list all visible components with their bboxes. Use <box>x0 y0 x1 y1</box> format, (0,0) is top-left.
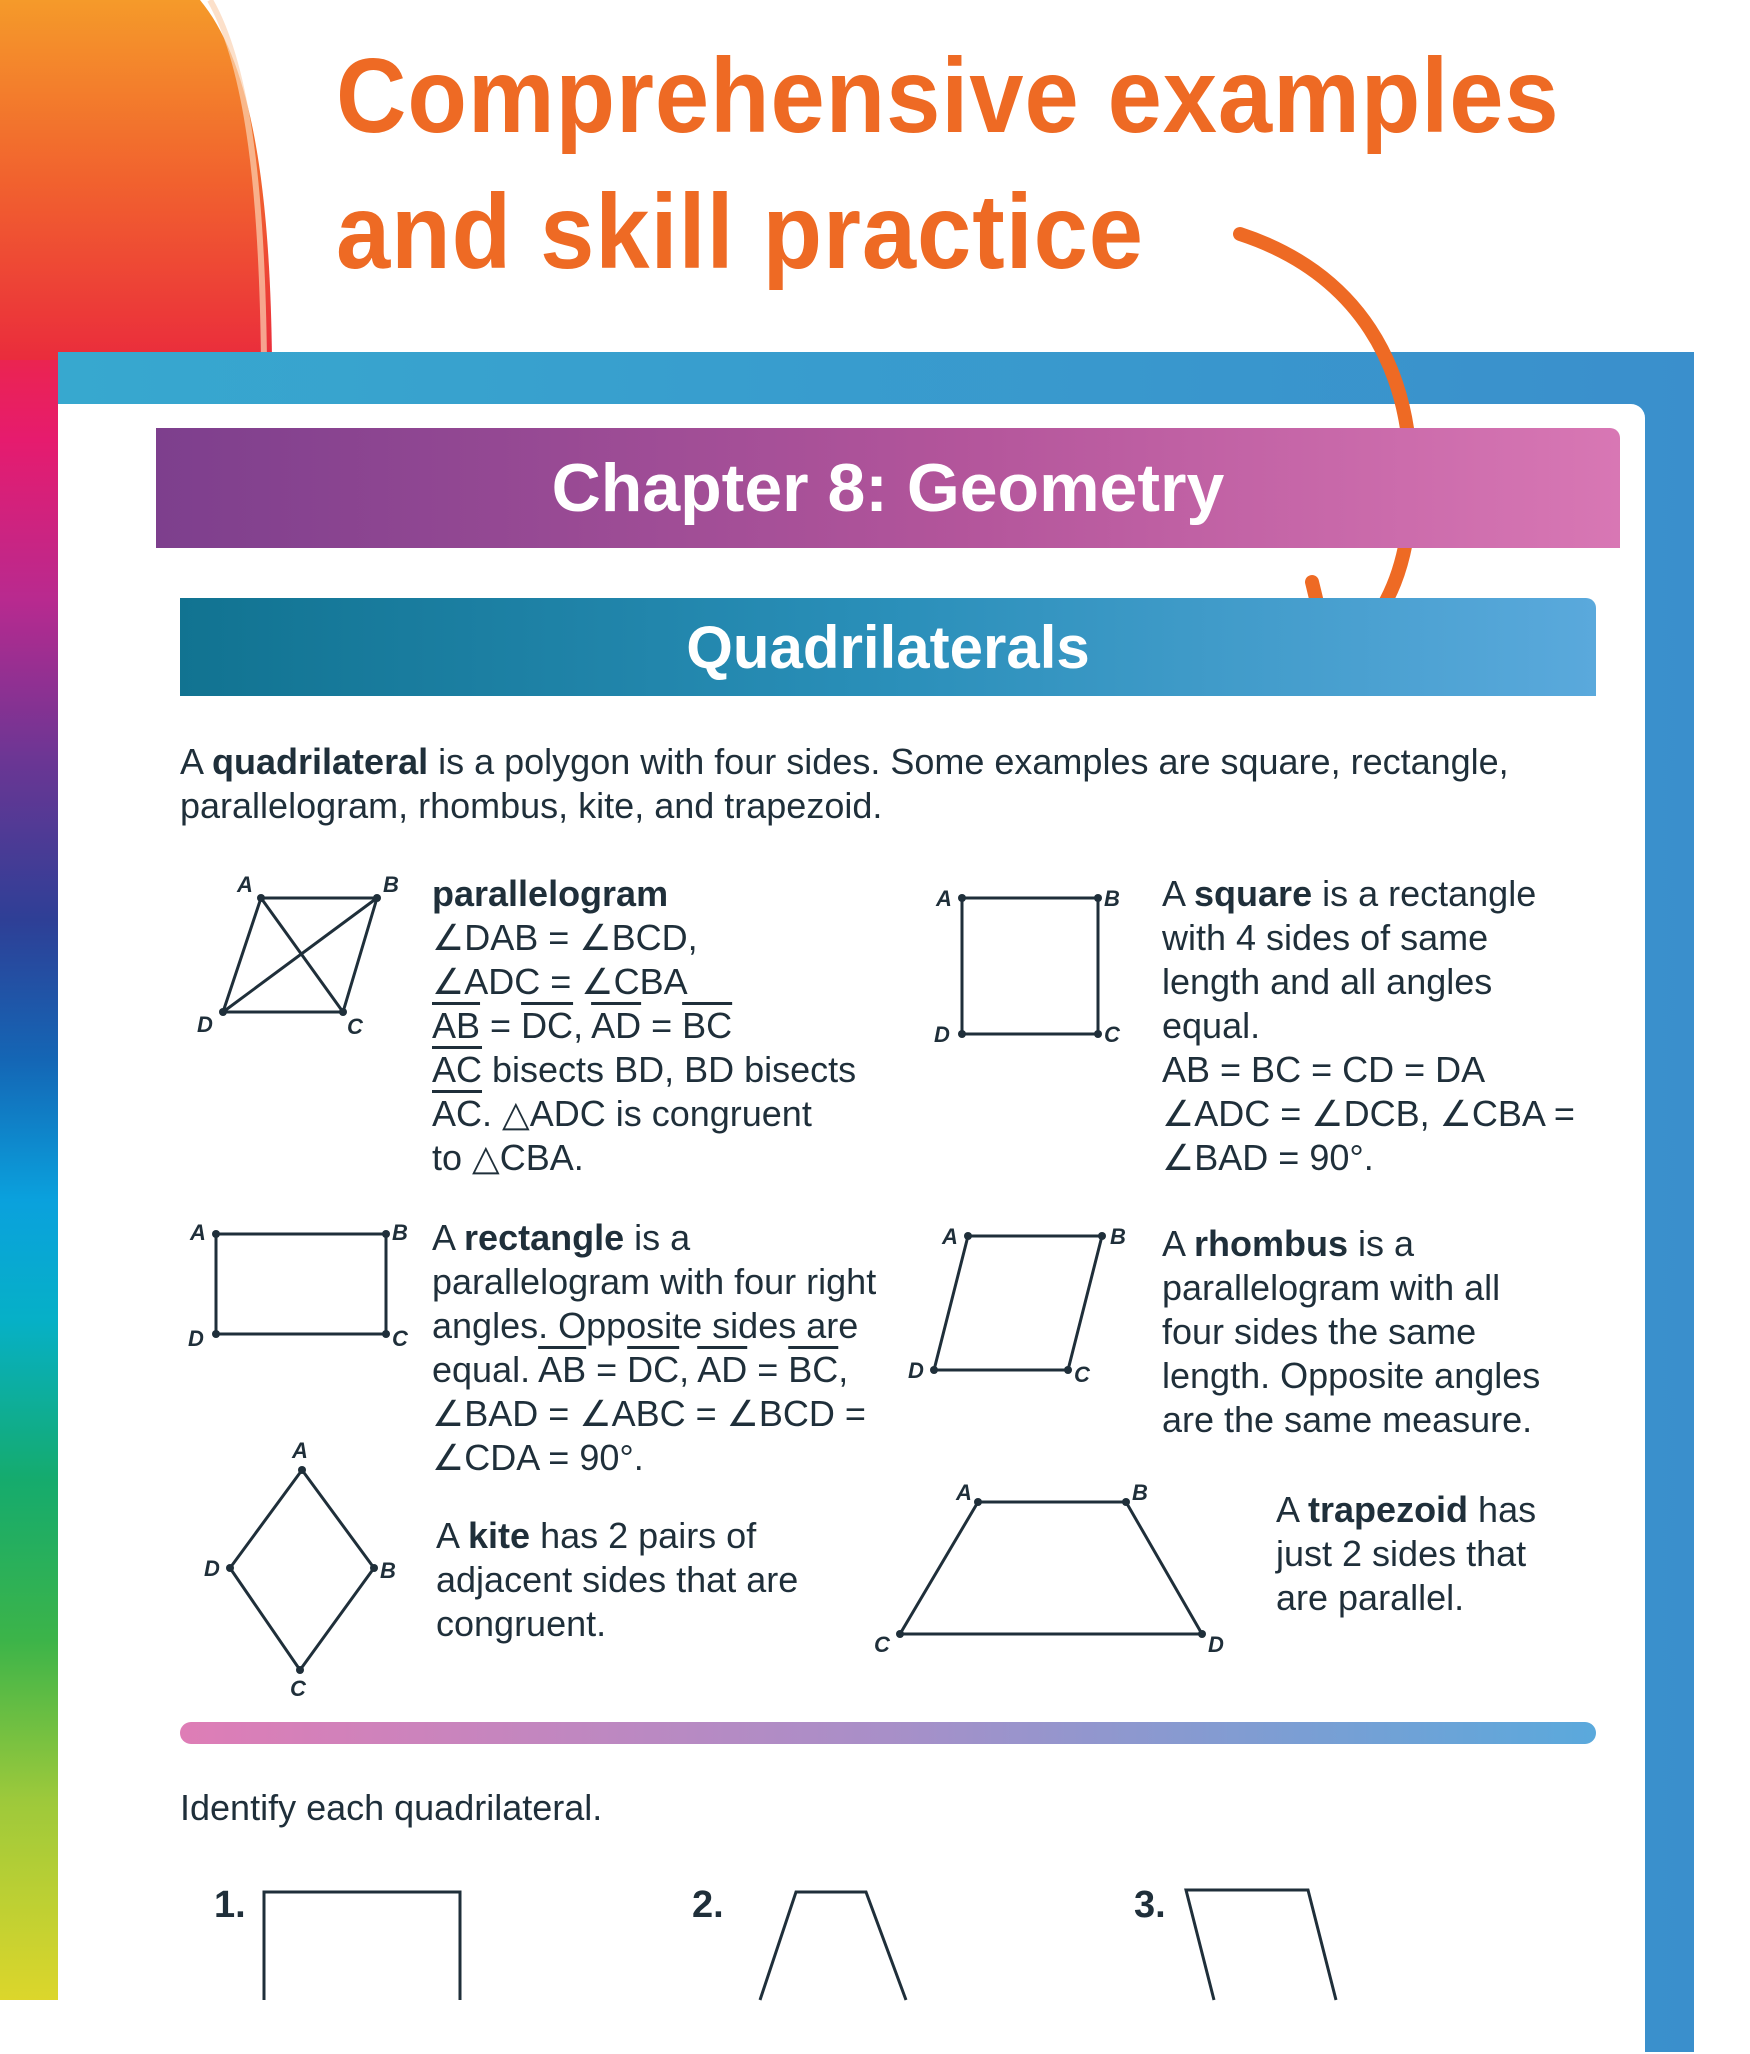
rhombus-text <box>1162 1222 1572 1442</box>
segment-ac: $\overline{AC}$ <box>432 1049 483 1090</box>
rhombus-post: is a parallelogram with all four sides the same length. Opposite angles are the same measure. <box>1162 1223 1541 1440</box>
label-a: A <box>292 1438 308 1463</box>
square-figure <box>926 876 1126 1047</box>
section-banner <box>180 598 1596 696</box>
parallelogram-line-2: ∠ADC = ∠CBA <box>432 961 688 1002</box>
equals: = <box>480 1005 522 1046</box>
label-b: B <box>1110 1224 1126 1249</box>
practice-shape-3 <box>1184 1886 1364 2006</box>
segment-ac: $\overline{AC}$ <box>432 1093 483 1134</box>
segment-dc: $\overline{DC}$ <box>521 1005 574 1046</box>
square-eq-1: AB = BC = CD = DA <box>1162 1049 1486 1090</box>
square-term: square <box>1194 873 1313 914</box>
label-b: B <box>380 1558 396 1583</box>
trapezoid-term: trapezoid <box>1308 1489 1469 1530</box>
trapezoid-figure <box>872 1480 1232 1657</box>
parallelogram-bisects: bisects BD, BD bisects <box>482 1049 857 1090</box>
equals: = <box>586 1349 628 1390</box>
label-c: C <box>290 1676 306 1701</box>
chapter-title: Chapter 8: Geometry <box>551 450 1225 526</box>
intro-term: quadrilateral <box>212 741 429 782</box>
segment-ab: $\overline{AB}$ <box>538 1349 587 1390</box>
parallelogram-line-1: ∠DAB = ∠BCD, <box>432 917 698 958</box>
kite-pre: A <box>436 1515 469 1556</box>
label-d: D <box>908 1358 924 1383</box>
label-b: B <box>1104 886 1120 911</box>
trapezoid-pre: A <box>1276 1489 1309 1530</box>
rectangle-figure <box>184 1222 424 1352</box>
parallelogram-text <box>432 872 892 1180</box>
label-d: D <box>197 1012 213 1037</box>
practice-shape-1 <box>260 1890 470 2010</box>
rectangle-pre: A <box>432 1217 465 1258</box>
label-a: A <box>237 872 253 897</box>
rectangle-text <box>432 1216 884 1480</box>
square-text <box>1162 872 1582 1180</box>
kite-text <box>436 1514 836 1646</box>
headline-line-1: Comprehensive examples <box>336 37 1560 155</box>
practice-item-number: 2. <box>692 1884 724 1926</box>
square-pre: A <box>1162 873 1195 914</box>
label-a: A <box>956 1480 972 1505</box>
parallelogram-figure <box>195 872 399 1039</box>
label-d: D <box>188 1326 204 1351</box>
orange-swoosh-graphic <box>0 0 290 360</box>
equals: = <box>641 1005 683 1046</box>
intro-paragraph <box>180 740 1600 828</box>
label-b: B <box>383 872 399 897</box>
practice-item-number: 3. <box>1134 1884 1166 1926</box>
trapezoid-post: has just 2 sides that are parallel. <box>1276 1489 1537 1618</box>
kite-figure <box>204 1438 404 1704</box>
section-divider <box>180 1722 1596 1744</box>
label-a: A <box>190 1220 206 1245</box>
parallelogram-term: parallelogram <box>432 873 669 914</box>
label-d: D <box>204 1556 220 1581</box>
chapter-banner <box>156 428 1620 548</box>
segment-dc: $\overline{DC}$ <box>627 1349 680 1390</box>
section-title: Quadrilaterals <box>686 613 1090 681</box>
comma: , <box>679 1349 698 1390</box>
practice-shape-2 <box>756 1888 916 2008</box>
intro-post: is a polygon with four sides. Some examples are square, rectangle, parallelogram, rhombus, kite, and trapezoid. <box>180 741 1509 826</box>
label-b: B <box>1132 1480 1148 1505</box>
trapezoid-text <box>1276 1488 1566 1620</box>
label-d: D <box>934 1022 950 1047</box>
practice-prompt: Identify each quadrilateral. <box>180 1787 603 1828</box>
rhombus-figure <box>904 1226 1134 1386</box>
segment-ad: $\overline{AD}$ <box>591 1005 642 1046</box>
segment-bc: $\overline{BC}$ <box>682 1005 733 1046</box>
rectangle-post: is a parallelogram with four right angles. Opposite sides are equal. <box>432 1217 877 1390</box>
segment-ab: $\overline{AB}$ <box>432 1005 481 1046</box>
segment-ad: $\overline{AD}$ <box>697 1349 748 1390</box>
label-a: A <box>942 1224 958 1249</box>
label-d: D <box>1208 1632 1224 1657</box>
equals: = <box>747 1349 789 1390</box>
kite-post: has 2 pairs of adjacent sides that are congruent. <box>436 1515 799 1644</box>
square-post: is a rectangle with 4 sides of same length and all angles equal. <box>1162 873 1537 1046</box>
headline-line-2: and skill practice <box>336 173 1144 291</box>
label-c: C <box>1104 1022 1120 1047</box>
rhombus-pre: A <box>1162 1223 1195 1264</box>
rectangle-term: rectangle <box>464 1217 625 1258</box>
label-c: C <box>874 1632 890 1657</box>
parallelogram-line-6: to △CBA. <box>432 1137 584 1178</box>
rectangle-tail: , ∠BAD = ∠ABC = ∠BCD = ∠CDA = 90°. <box>432 1349 866 1478</box>
practice-item-number: 1. <box>214 1884 246 1926</box>
label-a: A <box>936 886 952 911</box>
segment-bc: $\overline{BC}$ <box>788 1349 839 1390</box>
intro-pre: A <box>180 741 213 782</box>
label-b: B <box>392 1220 408 1245</box>
label-c: C <box>1074 1362 1090 1387</box>
label-c: C <box>347 1014 363 1039</box>
square-eq-2: ∠ADC = ∠DCB, ∠CBA = ∠BAD = 90°. <box>1162 1093 1575 1178</box>
kite-term: kite <box>468 1515 531 1556</box>
rhombus-term: rhombus <box>1194 1223 1349 1264</box>
comma: , <box>573 1005 592 1046</box>
parallelogram-congruent: . △ADC is congruent <box>482 1093 812 1134</box>
label-c: C <box>392 1326 408 1351</box>
